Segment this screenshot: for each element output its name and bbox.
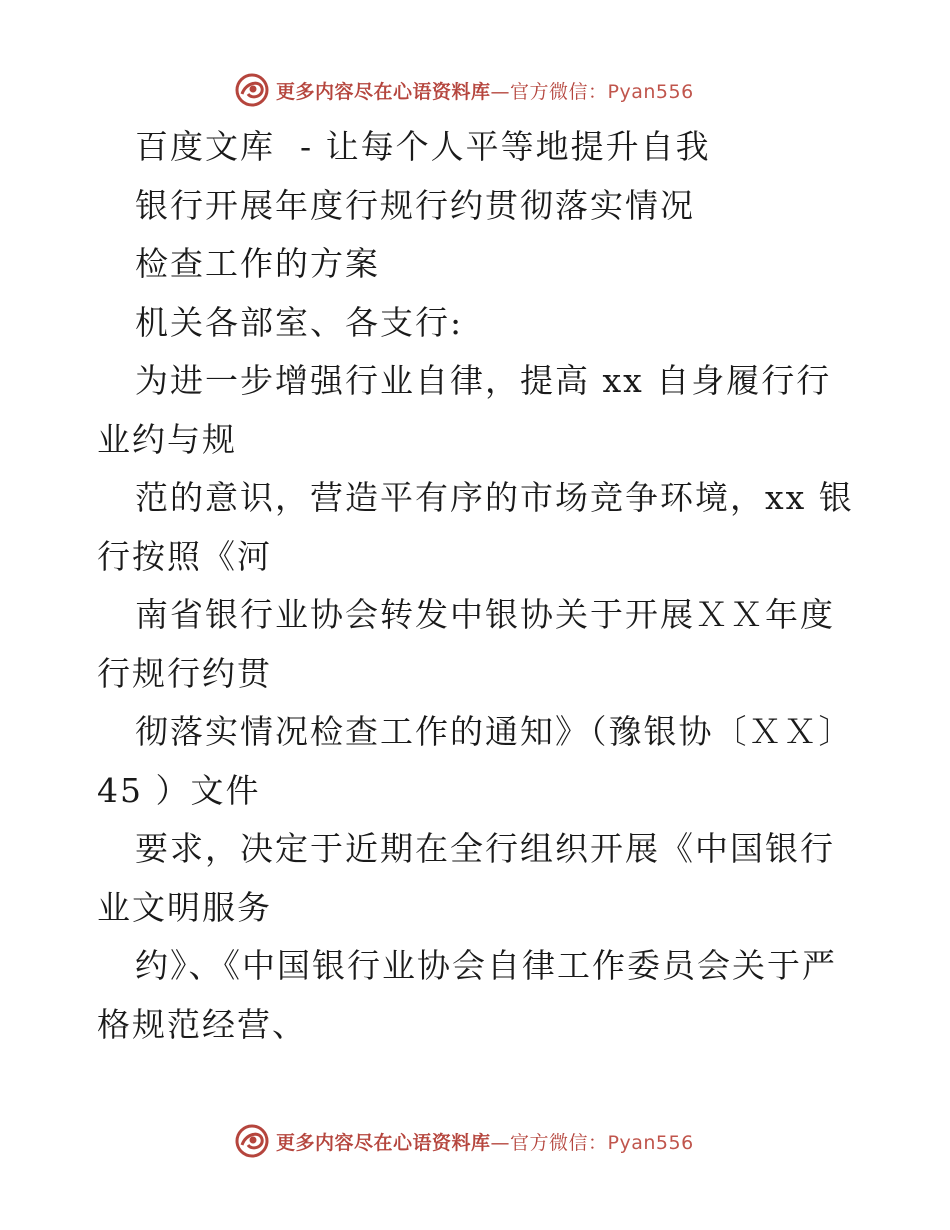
red-swirl-logo-icon — [234, 1123, 270, 1159]
watermark-text: 更多内容尽在心语资料库—官方微信：Pyan556 — [276, 1131, 694, 1154]
line-5: 为进一步增强行业自律，提高 xx 自身履行行业约与规 — [97, 361, 832, 459]
line-6: 范的意识，营造平有序的市场竞争环境，xx 银行按照《河 — [97, 478, 854, 576]
watermark-text: 更多内容尽在心语资料库—官方微信：Pyan556 — [276, 80, 694, 103]
line-9: 要求，决定于近期在全行组织开展《中国银行业文明服务 — [97, 829, 835, 927]
line-8: 彻落实情况检查工作的通知》（豫银协〔ＸＸ〕45 ）文件 — [97, 712, 854, 810]
document-body — [97, 118, 857, 1054]
line-1: 百度文库 - 让每个人平等地提升自我 — [135, 127, 711, 166]
line-2: 银行开展年度行规行约贯彻落实情况 — [135, 185, 695, 225]
line-3: 检查工作的方案 — [135, 244, 380, 283]
watermark-banner-top — [234, 70, 754, 110]
line-10: 约》、《中国银行业协会自律工作委员会关于严格规范经营、 — [97, 946, 837, 1044]
line-4: 机关各部室、各支行: — [135, 302, 464, 342]
line-7: 南省银行业协会转发中银协关于开展ＸＸ年度行规行约贯 — [97, 595, 835, 693]
watermark-banner-bottom — [234, 1121, 754, 1161]
red-swirl-logo-icon — [234, 72, 270, 108]
